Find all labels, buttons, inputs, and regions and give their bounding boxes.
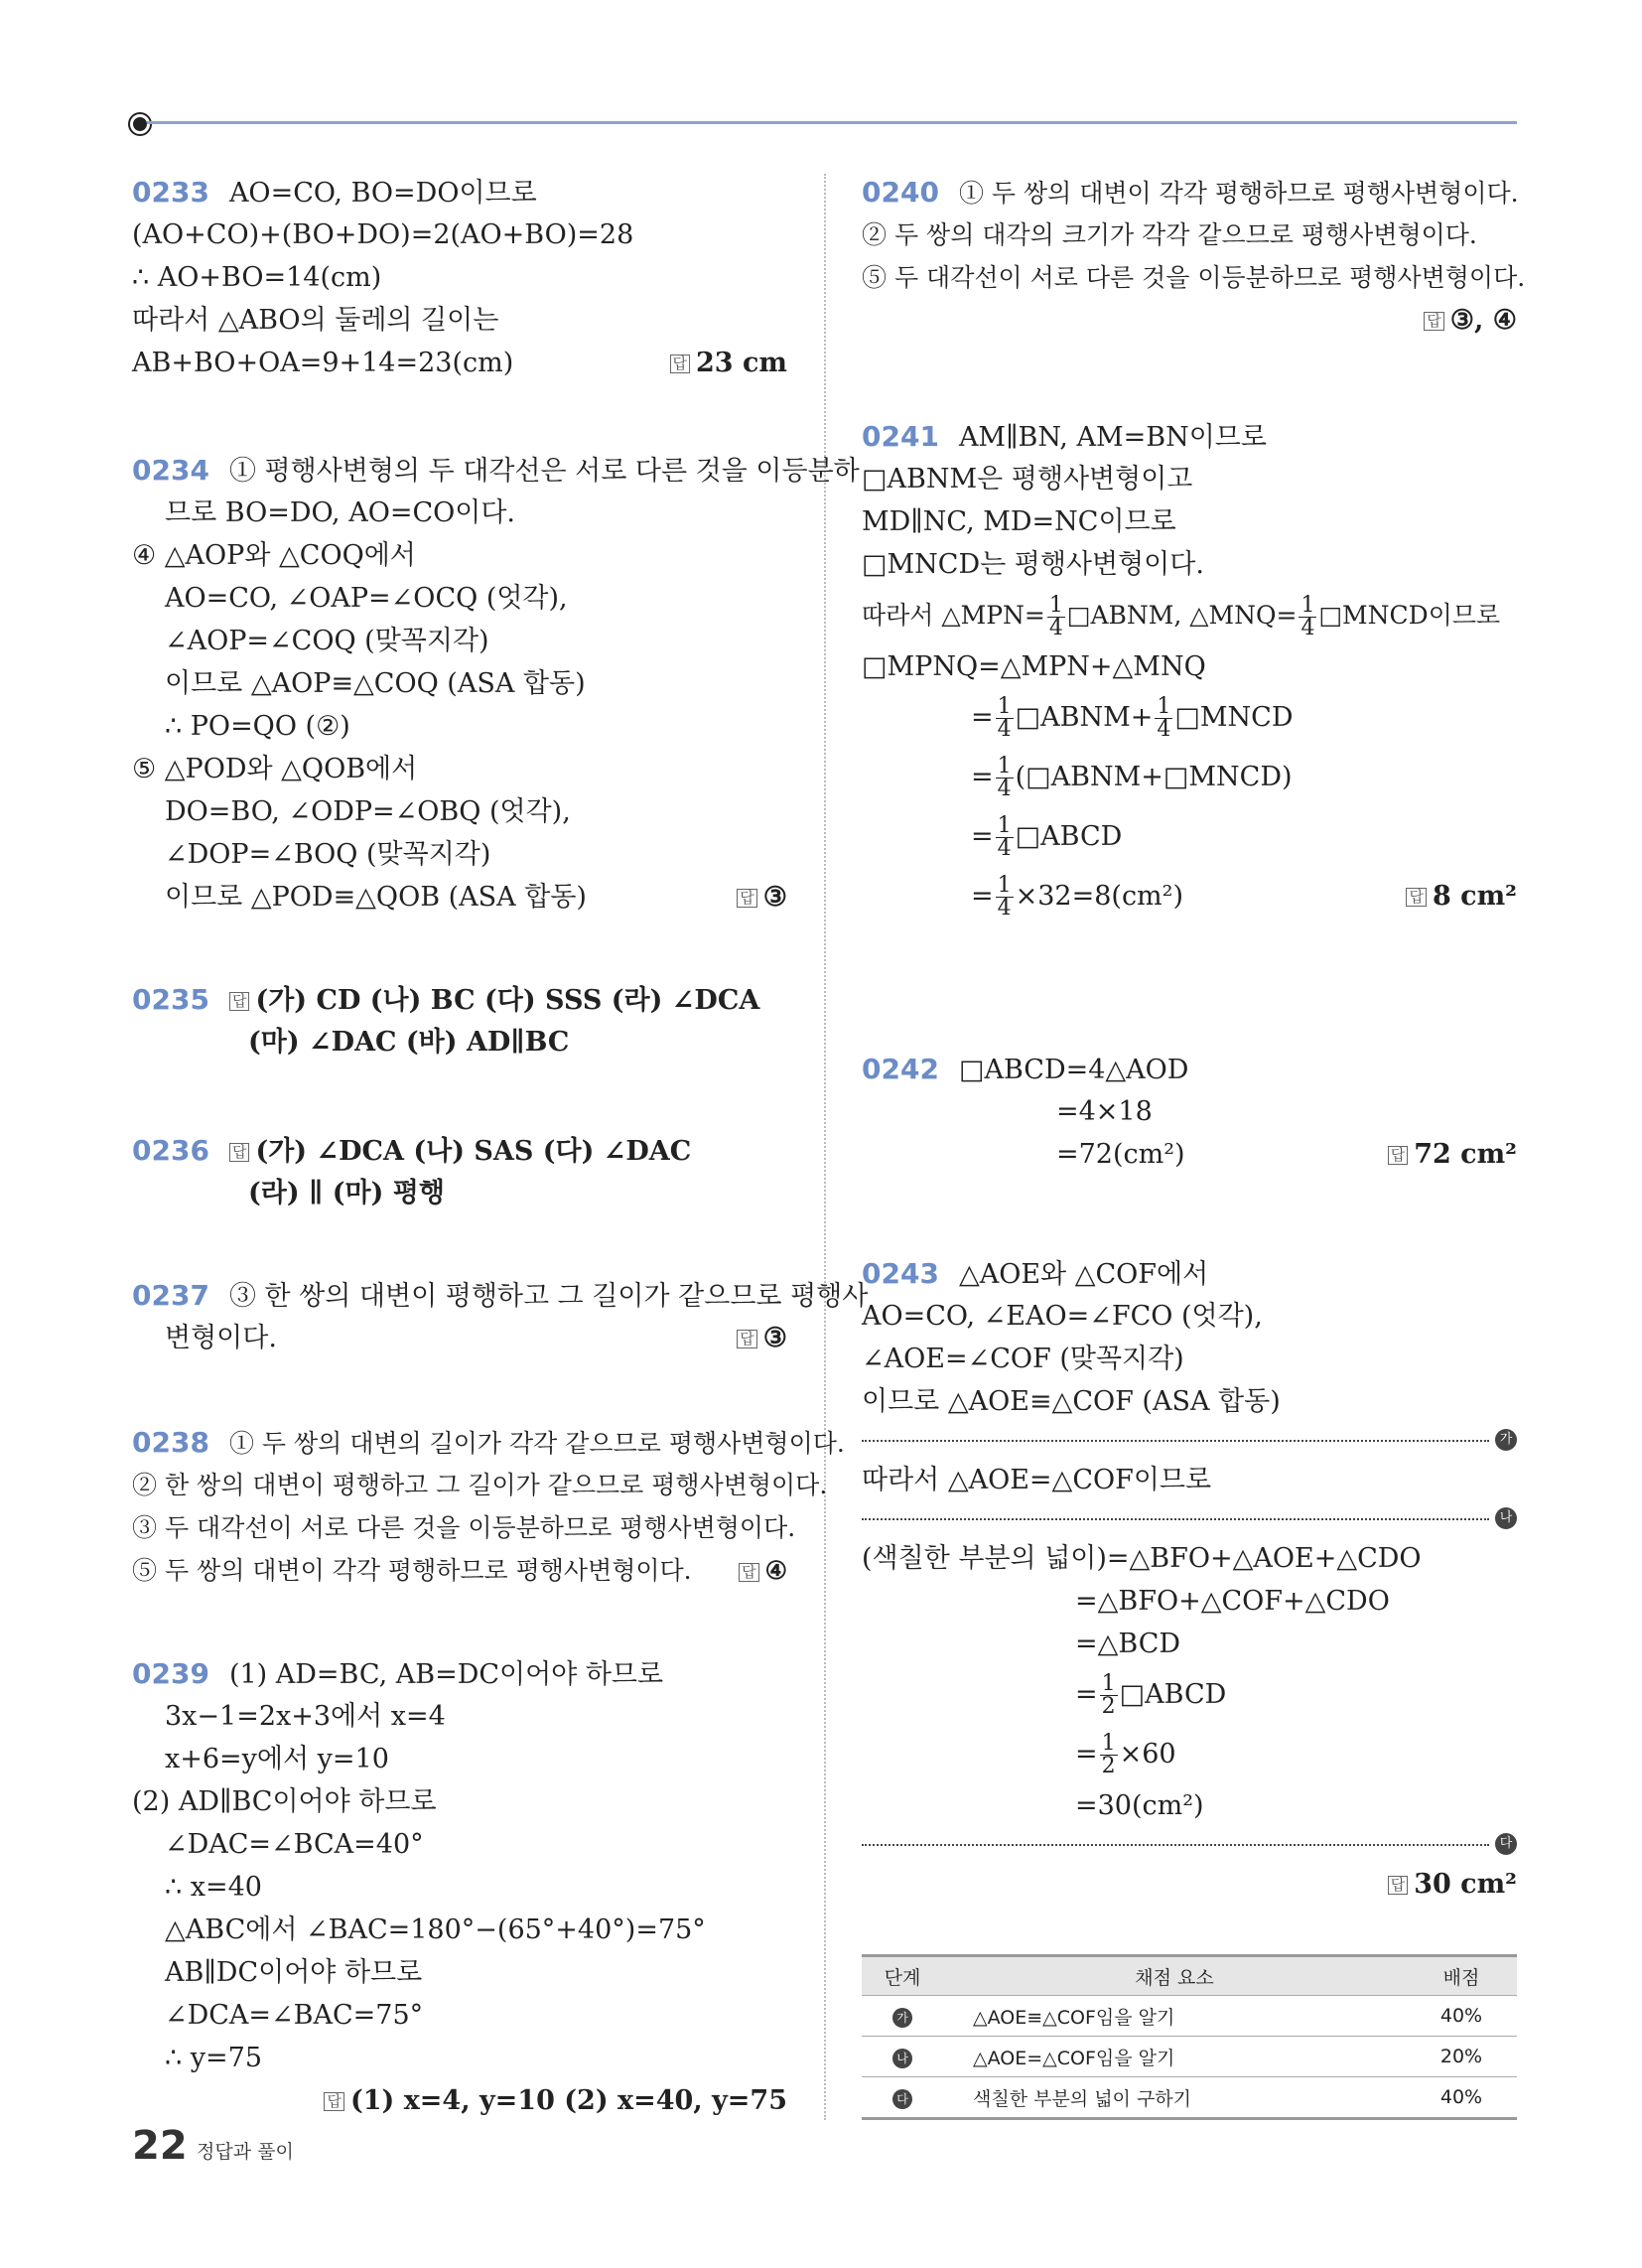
solution-line: ∠DAC=∠BCA=40° <box>165 1829 424 1860</box>
solution-line: 이므로 △AOE≡△COF (ASA 합동) <box>862 1386 1281 1417</box>
solution-text: □MNCD이므로 <box>1318 601 1501 630</box>
solution-line: =△BCD <box>1075 1629 1181 1659</box>
solution-line: ∴ PO=QO (②) <box>165 711 350 742</box>
table-header-row <box>862 1956 1517 1996</box>
solution-line: ① 두 쌍의 대변의 길이가 각각 같으므로 평행사변형이다. <box>228 1429 845 1458</box>
solution-line: 이므로 △AOP≡△COQ (ASA 합동) <box>165 668 586 699</box>
solution-line: ④ △AOP와 △COQ에서 <box>132 540 416 571</box>
solution-line: □ABCD=4△AOD <box>958 1055 1189 1085</box>
step-marker: 나 <box>1495 1507 1517 1529</box>
solution-line: AO=CO, ∠EAO=∠FCO (엇각), <box>862 1301 1263 1332</box>
footer-label: 정답과 풀이 <box>197 2141 294 2163</box>
answer-value: 30 cm² <box>1414 1869 1517 1900</box>
table-row <box>862 2037 1517 2077</box>
step-marker: 가 <box>1495 1429 1517 1451</box>
solution-line: =4×18 <box>1056 1096 1153 1127</box>
answer-value: 8 cm² <box>1432 881 1517 912</box>
answer-mark: 답 <box>1388 1876 1409 1895</box>
solution-line: x+6=y에서 y=10 <box>165 1744 389 1774</box>
problem-0240 <box>862 171 1526 342</box>
header-bullet <box>130 114 150 134</box>
fraction: $\frac{1}{4}$ <box>997 694 1012 742</box>
answer-mark: 답 <box>1388 1146 1409 1165</box>
solution-line: ∴ x=40 <box>165 1872 262 1903</box>
solution-line: ⑤ △POD와 △QOB에서 <box>132 754 418 784</box>
column-header: 배점 <box>1406 1956 1517 1996</box>
solution-text: □ABCD <box>1119 1679 1227 1710</box>
table-cell: 색칠한 부분의 넓이 구하기 <box>943 2077 1406 2119</box>
answer-value: ③ <box>762 882 787 913</box>
solution-text: □ABNM, △MNQ= <box>1066 601 1298 630</box>
problem-0233 <box>132 171 787 384</box>
solution-line: (색칠한 부분의 넓이)=△BFO+△AOE+△CDO <box>862 1543 1422 1574</box>
fraction: $\frac{1}{4}$ <box>1300 593 1315 640</box>
answer <box>737 876 787 919</box>
header-rule <box>147 121 1517 124</box>
solution-line: ∠AOP=∠COQ (맞꼭지각) <box>165 626 489 656</box>
problem-0242 <box>862 1048 1517 1176</box>
answer-value: (1) x=4, y=10 (2) x=40, y=75 <box>349 2085 787 2116</box>
solution-text: 따라서 △MPN= <box>862 601 1045 630</box>
answer-value: 72 cm² <box>1414 1139 1517 1170</box>
scoring-table <box>862 1954 1517 2120</box>
answer-mark: 답 <box>1406 888 1427 907</box>
solution-line: AB+BO+OA=9+14=23(cm) <box>132 348 514 378</box>
solution-line: AM∥BN, AM=BN이므로 <box>958 422 1267 453</box>
solution-line: ∴ AO+BO=14(cm) <box>132 262 382 293</box>
solution-line: 변형이다. <box>165 1323 277 1353</box>
fraction: $\frac{1}{4}$ <box>997 754 1012 801</box>
problem-0234 <box>132 449 860 919</box>
answer <box>739 1549 787 1592</box>
table-row <box>862 2077 1517 2119</box>
answer-mark: 답 <box>229 1143 250 1162</box>
page-number: 22 <box>132 2123 188 2169</box>
table-cell: 40% <box>1406 1996 1517 2037</box>
answer-line: (가) ∠DCA (나) SAS (다) ∠DAC <box>255 1136 692 1167</box>
answer <box>1388 1863 1517 1906</box>
solution-line: =30(cm²) <box>1075 1790 1204 1821</box>
problem-number: 0241 <box>862 420 939 453</box>
solution-text: □ABNM+ <box>1015 702 1154 733</box>
problem-0243: 0243 △AOE와 △COF에서 AO=CO, ∠EAO=∠FCO (엇각), ∠AOE=∠COF (맞꼭지각) 이므로 △AOE≡△COF (ASA 합동) 가 따라서 △AOE=△COF이므로 나 (색칠한 부분의 넓이)=△BFO+△AOE+△CDO =△BFO+△COF+△CDO =△BCD = $\frac{1}{2}$ □ABCD = $\frac{1}{2}$ ×60 =30(cm²) 다 답 30 cm² <box>862 1252 1517 1906</box>
problem-number: 0238 <box>132 1426 209 1459</box>
solution-text: ×32=8(cm²) <box>1015 881 1184 912</box>
table-cell: 20% <box>1406 2037 1517 2077</box>
step-marker: 다 <box>892 2089 912 2109</box>
solution-line: DO=BO, ∠ODP=∠OBQ (엇각), <box>165 796 571 827</box>
solution-line: ② 한 쌍의 대변이 평행하고 그 길이가 같으므로 평행사변형이다. <box>132 1471 828 1499</box>
answer <box>1424 299 1517 342</box>
solution-line: 따라서 △AOE=△COF이므로 <box>862 1465 1212 1495</box>
problem-0235 <box>132 978 787 1063</box>
answer-value: ③ <box>762 1323 787 1353</box>
answer-value: 23 cm <box>696 348 787 378</box>
fraction: $\frac{1}{4}$ <box>1048 593 1063 640</box>
step-marker: 가 <box>892 2008 912 2028</box>
fraction: $\frac{1}{4}$ <box>997 873 1012 921</box>
problem-number: 0239 <box>132 1657 209 1690</box>
problem-number: 0236 <box>132 1134 209 1167</box>
problem-number: 0233 <box>132 176 209 209</box>
fraction: $\frac{1}{4}$ <box>1157 694 1171 742</box>
problem-0239 <box>132 1652 787 2122</box>
solution-line: AO=CO, BO=DO이므로 <box>228 178 537 209</box>
problem-number: 0240 <box>862 176 939 209</box>
solution-line: ∴ y=75 <box>165 2043 262 2073</box>
solution-line: ∠DOP=∠BOQ (맞꼭지각) <box>165 839 491 870</box>
problem-number: 0243 <box>862 1257 939 1290</box>
answer-mark: 답 <box>670 354 691 373</box>
equals-sign: = <box>971 702 994 733</box>
answer-value: ③, ④ <box>1449 305 1517 336</box>
step-divider <box>862 1835 1517 1855</box>
solution-line: ∠DCA=∠BAC=75° <box>165 2000 424 2031</box>
fraction: $\frac{1}{2}$ <box>1101 1671 1116 1719</box>
problem-0238 <box>132 1421 845 1592</box>
solution-line: △ABC에서 ∠BAC=180°−(65°+40°)=75° <box>165 1914 706 1945</box>
solution-line: =△BFO+△COF+△CDO <box>1075 1586 1390 1617</box>
solution-line: 이므로 △POD≡△QOB (ASA 합동) <box>165 882 587 913</box>
solution-line: MD∥NC, MD=NC이므로 <box>862 506 1176 537</box>
step-divider <box>862 1509 1517 1529</box>
solution-line: □MNCD는 평행사변형이다. <box>862 549 1204 580</box>
step-divider <box>862 1431 1517 1451</box>
solution-line: ① 두 쌍의 대변이 각각 평행하므로 평행사변형이다. <box>958 179 1519 208</box>
solution-line: ③ 두 대각선이 서로 다른 것을 이등분하므로 평행사변형이다. <box>132 1513 796 1542</box>
table-cell: △AOE≡△COF임을 알기 <box>943 1996 1406 2037</box>
answer <box>1406 867 1517 926</box>
equals-sign: = <box>971 762 994 792</box>
problem-number: 0242 <box>862 1053 939 1085</box>
solution-line: AB∥DC이어야 하므로 <box>165 1957 423 1988</box>
answer <box>324 2079 787 2122</box>
answer-mark: 답 <box>737 1330 757 1348</box>
solution-line: ⑤ 두 대각선이 서로 다른 것을 이등분하므로 평행사변형이다. <box>862 263 1526 292</box>
solution-text: □MNCD <box>1174 702 1294 733</box>
solution-line: AO=CO, ∠OAP=∠OCQ (엇각), <box>165 583 568 614</box>
problem-number: 0234 <box>132 454 209 487</box>
solution-line: 3x−1=2x+3에서 x=4 <box>165 1701 446 1732</box>
step-marker: 나 <box>892 2049 912 2068</box>
solution-text: □ABCD <box>1015 821 1123 852</box>
step-marker: 다 <box>1495 1833 1517 1855</box>
solution-line: ① 평행사변형의 두 대각선은 서로 다른 것을 이등분하 <box>228 456 860 487</box>
table-cell: 40% <box>1406 2077 1517 2119</box>
answer-mark: 답 <box>739 1563 759 1582</box>
answer <box>737 1317 787 1359</box>
answer <box>1388 1133 1517 1176</box>
solution-line: ③ 한 쌍의 대변이 평행하고 그 길이가 같으므로 평행사 <box>228 1281 869 1312</box>
answer-mark: 답 <box>1424 312 1444 331</box>
answer-line: (마) ∠DAC (바) AD∥BC <box>248 1027 570 1058</box>
column-header: 채점 요소 <box>943 1956 1406 1996</box>
solution-line: (1) AD=BC, AB=DC이어야 하므로 <box>228 1659 664 1690</box>
answer-value: ④ <box>764 1556 787 1585</box>
problem-number: 0237 <box>132 1279 209 1312</box>
problem-0236 <box>132 1129 787 1214</box>
solution-line: 따라서 △ABO의 둘레의 길이는 <box>132 305 499 336</box>
table-cell: △AOE=△COF임을 알기 <box>943 2037 1406 2077</box>
fraction: $\frac{1}{4}$ <box>997 813 1012 861</box>
answer-mark: 답 <box>324 2092 344 2111</box>
answer-line: (가) CD (나) BC (다) SSS (라) ∠DCA <box>255 985 760 1016</box>
solution-text: (□ABNM+□MNCD) <box>1015 762 1293 792</box>
answer-mark: 답 <box>737 889 757 908</box>
solution-line: □ABNM은 평행사변형이고 <box>862 464 1193 495</box>
solution-line: 므로 BO=DO, AO=CO이다. <box>165 497 516 528</box>
problem-0241 <box>862 415 1517 926</box>
answer-line: (라) ∥ (마) 평행 <box>248 1178 445 1208</box>
equals-sign: = <box>971 881 994 912</box>
problem-0237 <box>132 1274 869 1359</box>
equals-sign: = <box>971 821 994 852</box>
solution-line: =72(cm²) <box>1056 1139 1185 1170</box>
problem-number: 0235 <box>132 983 209 1016</box>
table-row <box>862 1996 1517 2037</box>
answer-mark: 답 <box>229 992 250 1011</box>
solution-line: ⑤ 두 쌍의 대변이 각각 평행하므로 평행사변형이다. <box>132 1556 692 1585</box>
solution-line: △AOE와 △COF에서 <box>958 1259 1209 1290</box>
fraction: $\frac{1}{2}$ <box>1101 1731 1116 1778</box>
solution-line: ∠AOE=∠COF (맞꼭지각) <box>862 1344 1184 1374</box>
solution-text: ×60 <box>1119 1739 1176 1770</box>
solution-line: ② 두 쌍의 대각의 크기가 각각 같으므로 평행사변형이다. <box>862 220 1477 249</box>
column-header: 단계 <box>862 1956 943 1996</box>
solution-line: (AO+CO)+(BO+DO)=2(AO+BO)=28 <box>132 219 634 250</box>
solution-line: (2) AD∥BC이어야 하므로 <box>132 1786 437 1817</box>
solution-line: □MPNQ=△MPN+△MNQ <box>862 651 1206 682</box>
answer <box>670 342 787 384</box>
